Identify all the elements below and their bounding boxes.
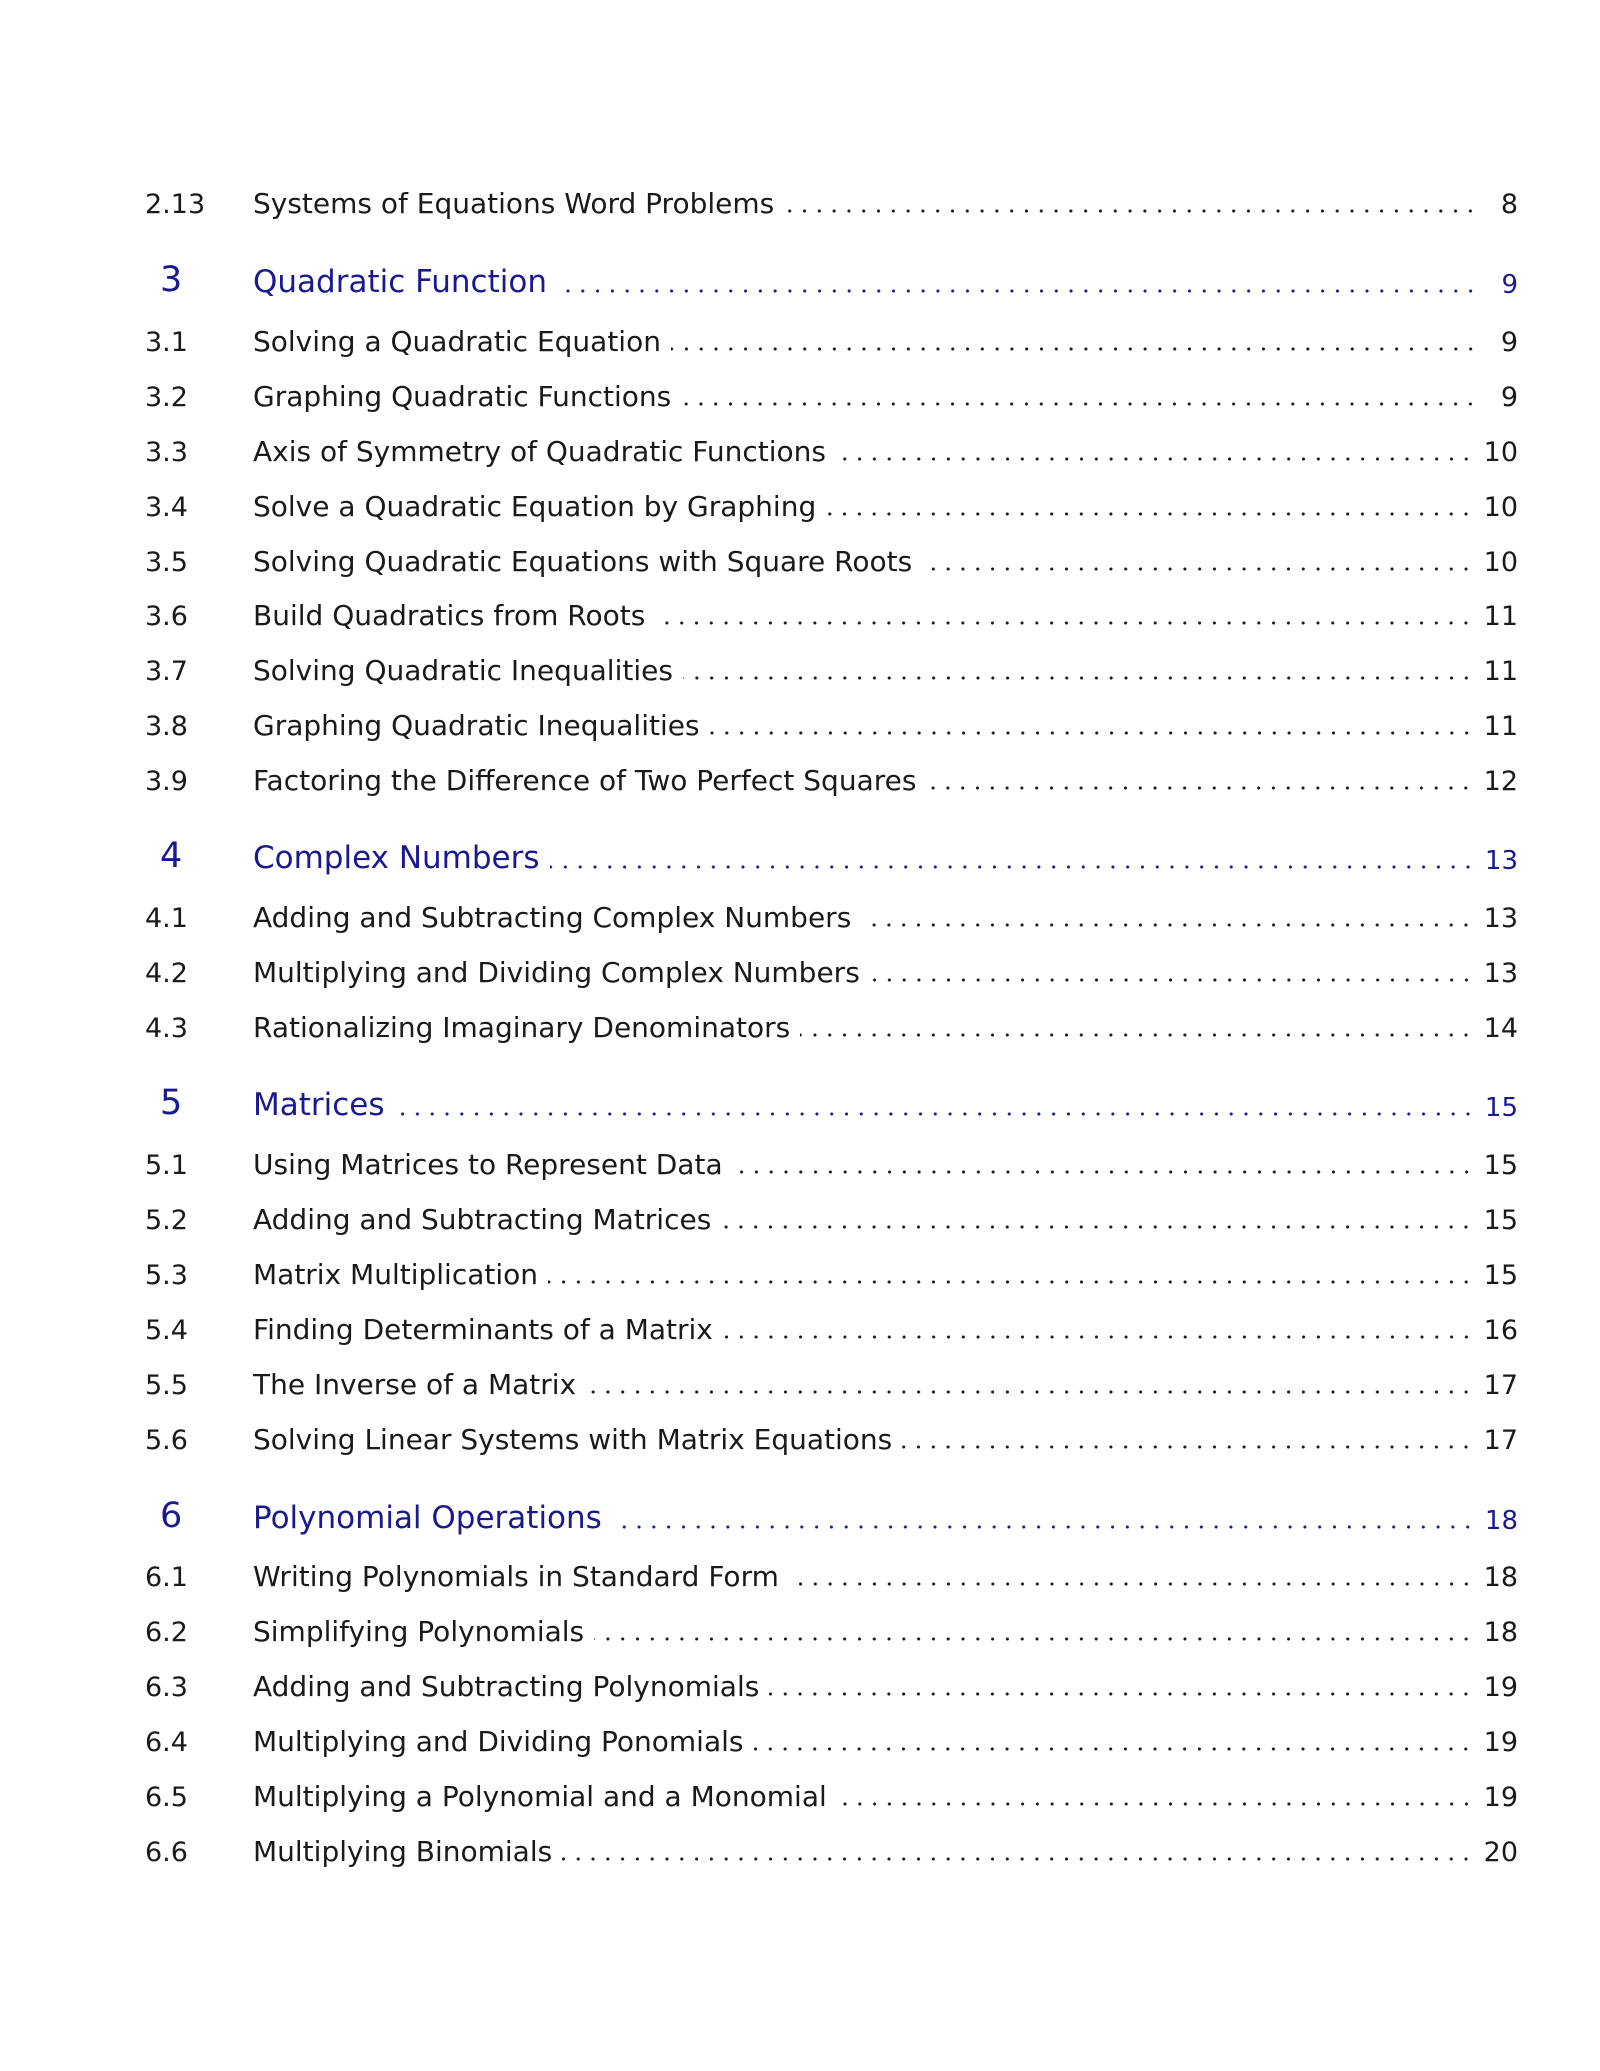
toc-chapter-title: Quadratic Function bbox=[253, 264, 547, 300]
toc-entry-number: 6.5 bbox=[145, 1782, 188, 1813]
toc-entry-title: Finding Determinants of a Matrix bbox=[253, 1313, 713, 1346]
toc-entry-page: 14 bbox=[1483, 1013, 1518, 1044]
dot-leader bbox=[548, 1261, 1474, 1289]
dot-leader bbox=[612, 1503, 1475, 1534]
toc-entry-number: 3.4 bbox=[145, 492, 188, 523]
toc-chapter-number: 6 bbox=[160, 1496, 183, 1536]
dot-leader bbox=[922, 548, 1473, 576]
dot-leader bbox=[769, 1673, 1473, 1701]
toc-entry[interactable] bbox=[0, 651, 1600, 691]
toc-entry-page: 19 bbox=[1483, 1782, 1518, 1813]
dot-leader bbox=[671, 328, 1478, 356]
toc-entry-title: Multiplying a Polynomial and a Monomial bbox=[253, 1780, 827, 1813]
toc-entry-number: 3.3 bbox=[145, 437, 188, 468]
toc-entry-title: Solving a Quadratic Equation bbox=[253, 325, 661, 358]
toc-entry-number: 3.7 bbox=[145, 656, 188, 687]
toc-entry-title: Factoring the Difference of Two Perfect Squares bbox=[253, 764, 917, 797]
dot-leader bbox=[550, 843, 1475, 874]
toc-entry[interactable] bbox=[0, 596, 1600, 636]
toc-entry-number: 3.8 bbox=[145, 711, 188, 742]
toc-entry-number: 2.13 bbox=[145, 189, 206, 220]
toc-entry-page: 18 bbox=[1483, 1562, 1518, 1593]
toc-entry-page: 19 bbox=[1483, 1672, 1518, 1703]
toc-entry-number: 5.5 bbox=[145, 1370, 188, 1401]
toc-entry-number: 3.5 bbox=[145, 547, 188, 578]
toc-chapter-number: 5 bbox=[160, 1083, 183, 1123]
dot-leader bbox=[395, 1090, 1475, 1121]
toc-entry[interactable] bbox=[0, 1255, 1600, 1295]
toc-entry[interactable] bbox=[0, 487, 1600, 527]
toc-entry[interactable] bbox=[0, 1365, 1600, 1405]
toc-entry-page: 13 bbox=[1483, 958, 1518, 989]
toc-chapter-title: Matrices bbox=[253, 1087, 385, 1123]
dot-leader bbox=[902, 1426, 1473, 1454]
toc-entry-title: Adding and Subtracting Complex Numbers bbox=[253, 901, 852, 934]
toc-entry-page: 11 bbox=[1483, 601, 1518, 632]
toc-entry[interactable] bbox=[0, 1200, 1600, 1240]
toc-entry[interactable] bbox=[0, 377, 1600, 417]
toc-entry-title: Adding and Subtracting Polynomials bbox=[253, 1670, 760, 1703]
toc-entry-number: 4.1 bbox=[145, 903, 188, 934]
dot-leader bbox=[721, 1206, 1473, 1234]
toc-entry-title: Build Quadratics from Roots bbox=[253, 599, 646, 632]
toc-entry-title: Systems of Equations Word Problems bbox=[253, 187, 775, 220]
toc-entry-title: Multiplying and Dividing Complex Numbers bbox=[253, 956, 860, 989]
toc-entry-number: 3.9 bbox=[145, 766, 188, 797]
toc-entry[interactable] bbox=[0, 184, 1600, 224]
toc-entry-number: 6.4 bbox=[145, 1727, 188, 1758]
toc-entry-number: 3.6 bbox=[145, 601, 188, 632]
toc-entry[interactable] bbox=[0, 432, 1600, 472]
dot-leader bbox=[861, 904, 1473, 932]
dot-leader bbox=[562, 1838, 1473, 1866]
dot-leader bbox=[836, 438, 1474, 466]
toc-entry[interactable] bbox=[0, 1777, 1600, 1817]
toc-entry-page: 18 bbox=[1483, 1617, 1518, 1648]
toc-chapter-number: 4 bbox=[160, 836, 183, 876]
toc-entry-number: 6.6 bbox=[145, 1837, 188, 1868]
toc-entry[interactable] bbox=[0, 542, 1600, 582]
toc-entry-title: Simplifying Polynomials bbox=[253, 1615, 585, 1648]
dot-leader bbox=[733, 1151, 1474, 1179]
toc-chapter-entry[interactable] bbox=[0, 260, 1600, 304]
toc-entry-page: 10 bbox=[1483, 437, 1518, 468]
toc-entry[interactable] bbox=[0, 953, 1600, 993]
toc-entry[interactable] bbox=[0, 761, 1600, 801]
toc-entry-page: 15 bbox=[1483, 1205, 1518, 1236]
dot-leader bbox=[870, 959, 1474, 987]
toc-entry-number: 5.3 bbox=[145, 1260, 188, 1291]
toc-entry-title: The Inverse of a Matrix bbox=[253, 1368, 577, 1401]
toc-chapter-entry[interactable] bbox=[0, 836, 1600, 880]
toc-entry-title: Writing Polynomials in Standard Form bbox=[253, 1560, 779, 1593]
toc-entry-page: 12 bbox=[1483, 766, 1518, 797]
toc-entry-title: Graphing Quadratic Inequalities bbox=[253, 709, 700, 742]
toc-entry-page: 15 bbox=[1483, 1150, 1518, 1181]
dot-leader bbox=[655, 602, 1473, 630]
toc-entry[interactable] bbox=[0, 1420, 1600, 1460]
toc-chapter-entry[interactable] bbox=[0, 1496, 1600, 1540]
toc-entry[interactable] bbox=[0, 1557, 1600, 1597]
toc-entry-number: 3.2 bbox=[145, 382, 188, 413]
toc-entry-title: Solving Quadratic Equations with Square Roots bbox=[253, 545, 913, 578]
toc-entry[interactable] bbox=[0, 706, 1600, 746]
toc-entry-page: 9 bbox=[1500, 327, 1518, 358]
toc-entry-page: 10 bbox=[1483, 547, 1518, 578]
toc-entry-title: Solving Quadratic Inequalities bbox=[253, 654, 673, 687]
dot-leader bbox=[826, 493, 1473, 521]
dot-leader bbox=[586, 1371, 1474, 1399]
toc-entry-page: 8 bbox=[1500, 189, 1518, 220]
toc-entry-number: 5.4 bbox=[145, 1315, 188, 1346]
toc-entry-page: 19 bbox=[1483, 1727, 1518, 1758]
toc-entry-page: 17 bbox=[1483, 1370, 1518, 1401]
toc-entry-title: Adding and Subtracting Matrices bbox=[253, 1203, 712, 1236]
toc-chapter-title: Polynomial Operations bbox=[253, 1500, 602, 1536]
dot-leader bbox=[800, 1014, 1473, 1042]
toc-entry-title: Solving Linear Systems with Matrix Equations bbox=[253, 1423, 893, 1456]
toc-entry-title: Solve a Quadratic Equation by Graphing bbox=[253, 490, 817, 523]
toc-entry-title: Graphing Quadratic Functions bbox=[253, 380, 672, 413]
toc-entry-title: Multiplying and Dividing Ponomials bbox=[253, 1725, 744, 1758]
toc-entry[interactable] bbox=[0, 322, 1600, 362]
toc-entry-number: 6.1 bbox=[145, 1562, 188, 1593]
toc-entry-title: Axis of Symmetry of Quadratic Functions bbox=[253, 435, 826, 468]
toc-entry-page: 11 bbox=[1483, 656, 1518, 687]
toc-entry-number: 5.1 bbox=[145, 1150, 188, 1181]
toc-entry-number: 5.6 bbox=[145, 1425, 188, 1456]
dot-leader bbox=[557, 267, 1478, 298]
toc-entry-title: Matrix Multiplication bbox=[253, 1258, 539, 1291]
toc-entry-number: 6.2 bbox=[145, 1617, 188, 1648]
toc-entry[interactable] bbox=[0, 1722, 1600, 1762]
toc-entry-title: Multiplying Binomials bbox=[253, 1835, 553, 1868]
toc-entry-page: 13 bbox=[1483, 903, 1518, 934]
toc-entry[interactable] bbox=[0, 1612, 1600, 1652]
toc-chapter-page: 13 bbox=[1484, 846, 1518, 876]
toc-entry[interactable] bbox=[0, 1008, 1600, 1048]
dot-leader bbox=[789, 1563, 1474, 1591]
toc-entry-title: Using Matrices to Represent Data bbox=[253, 1148, 723, 1181]
toc-entry-title: Rationalizing Imaginary Denominators bbox=[253, 1011, 791, 1044]
toc-entry-page: 17 bbox=[1483, 1425, 1518, 1456]
toc-chapter-number: 3 bbox=[160, 260, 183, 300]
toc-entry-number: 4.2 bbox=[145, 958, 188, 989]
toc-entry-number: 6.3 bbox=[145, 1672, 188, 1703]
toc-entry-page: 11 bbox=[1483, 711, 1518, 742]
dot-leader bbox=[723, 1316, 1474, 1344]
dot-leader bbox=[784, 190, 1478, 218]
toc-chapter-page: 15 bbox=[1484, 1093, 1518, 1123]
toc-entry[interactable] bbox=[0, 1667, 1600, 1707]
toc-entry-page: 9 bbox=[1500, 382, 1518, 413]
toc-entry-page: 20 bbox=[1483, 1837, 1518, 1868]
toc-entry[interactable] bbox=[0, 1832, 1600, 1872]
toc-entry[interactable] bbox=[0, 898, 1600, 938]
dot-leader bbox=[683, 657, 1474, 685]
toc-chapter-page: 9 bbox=[1501, 270, 1518, 300]
toc-chapter-title: Complex Numbers bbox=[253, 840, 540, 876]
toc-chapter-entry[interactable] bbox=[0, 1083, 1600, 1127]
dot-leader bbox=[594, 1618, 1474, 1646]
toc-chapter-page: 18 bbox=[1484, 1506, 1518, 1536]
toc-entry[interactable] bbox=[0, 1145, 1600, 1185]
toc-entry-page: 10 bbox=[1483, 492, 1518, 523]
toc-entry-page: 15 bbox=[1483, 1260, 1518, 1291]
dot-leader bbox=[753, 1728, 1473, 1756]
toc-entry-page: 16 bbox=[1483, 1315, 1518, 1346]
dot-leader bbox=[681, 383, 1478, 411]
dot-leader bbox=[837, 1783, 1474, 1811]
dot-leader bbox=[926, 767, 1473, 795]
toc-entry-number: 5.2 bbox=[145, 1205, 188, 1236]
toc-entry[interactable] bbox=[0, 1310, 1600, 1350]
toc-entry-number: 3.1 bbox=[145, 327, 188, 358]
dot-leader bbox=[710, 712, 1474, 740]
toc-entry-number: 4.3 bbox=[145, 1013, 188, 1044]
